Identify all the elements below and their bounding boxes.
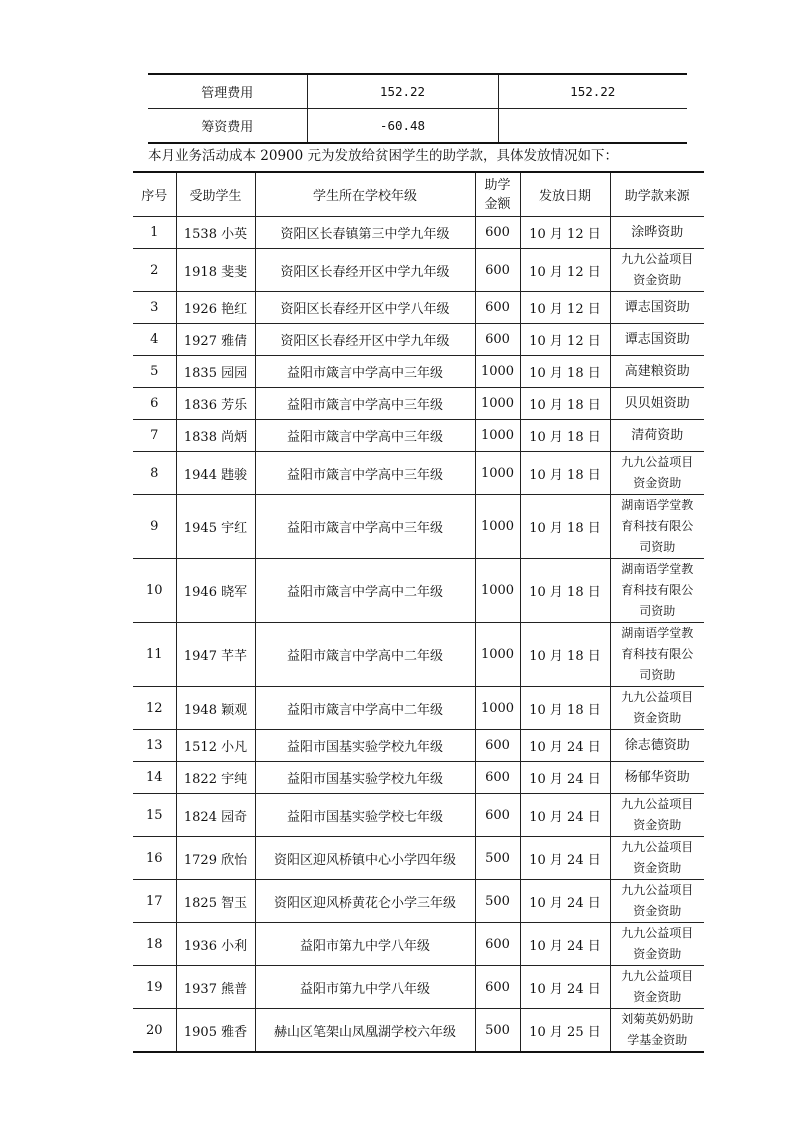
cell-student: 1538 小英 [176,217,255,249]
aid-table [133,171,704,1053]
cell-no: 4 [133,324,176,356]
fee-label: 管理费用 [148,74,307,109]
table-row [133,292,704,324]
cell-date: 10 月 24 日 [520,794,610,837]
cell-amount: 1000 [475,623,520,687]
cell-date: 10 月 24 日 [520,837,610,880]
cell-school: 资阳区长春经开区中学九年级 [255,324,475,356]
table-row [133,356,704,388]
cell-amount: 1000 [475,687,520,730]
table-row [133,249,704,292]
cell-date: 10 月 18 日 [520,559,610,623]
cell-student: 1948 颖观 [176,687,255,730]
cell-student: 1937 熊普 [176,966,255,1009]
cell-no: 16 [133,837,176,880]
cell-school: 资阳区长春经开区中学八年级 [255,292,475,324]
cell-no: 13 [133,730,176,762]
cell-source: 九九公益项目 资金资助 [610,249,704,292]
table-row [133,420,704,452]
table-row [133,923,704,966]
cell-date: 10 月 24 日 [520,880,610,923]
cell-no: 7 [133,420,176,452]
cell-date: 10 月 18 日 [520,495,610,559]
cell-student: 1927 雅倩 [176,324,255,356]
cell-school: 益阳市第九中学八年级 [255,923,475,966]
cell-school: 益阳市箴言中学高中三年级 [255,495,475,559]
cell-source: 湖南语学堂教 育科技有限公 司资助 [610,495,704,559]
cell-school: 益阳市箴言中学高中二年级 [255,687,475,730]
cell-date: 10 月 18 日 [520,452,610,495]
table-row [133,730,704,762]
table-row [133,452,704,495]
cell-no: 19 [133,966,176,1009]
cell-no: 14 [133,762,176,794]
cell-school: 益阳市箴言中学高中三年级 [255,388,475,420]
cell-source: 九九公益项目 资金资助 [610,880,704,923]
cell-source: 湖南语学堂教 育科技有限公 司资助 [610,623,704,687]
table-row [133,966,704,1009]
cell-student: 1905 雅香 [176,1009,255,1053]
table-row [133,837,704,880]
header-amount: 助学 金额 [475,172,520,217]
table-row [133,324,704,356]
cell-no: 9 [133,495,176,559]
cell-student: 1947 芊芊 [176,623,255,687]
cell-amount: 600 [475,966,520,1009]
cell-amount: 600 [475,249,520,292]
cell-date: 10 月 24 日 [520,762,610,794]
cell-school: 资阳区长春镇第三中学九年级 [255,217,475,249]
cell-date: 10 月 25 日 [520,1009,610,1053]
cell-source: 谭志国资助 [610,292,704,324]
fee-value-1: 152.22 [307,74,498,109]
cell-student: 1512 小凡 [176,730,255,762]
cell-source: 刘菊英奶奶助 学基金资助 [610,1009,704,1053]
cell-school: 赫山区笔架山凤凰湖学校六年级 [255,1009,475,1053]
cell-no: 10 [133,559,176,623]
cell-school: 益阳市国基实验学校九年级 [255,762,475,794]
fee-value-2 [498,109,687,144]
cell-amount: 500 [475,837,520,880]
cell-student: 1926 艳红 [176,292,255,324]
cell-amount: 1000 [475,559,520,623]
fee-value-1: -60.48 [307,109,498,144]
cell-date: 10 月 12 日 [520,249,610,292]
fee-row [148,74,687,109]
cell-student: 1836 芳乐 [176,388,255,420]
cell-school: 资阳区迎风桥镇中心小学四年级 [255,837,475,880]
cell-school: 资阳区长春经开区中学九年级 [255,249,475,292]
cell-school: 益阳市箴言中学高中三年级 [255,452,475,495]
table-header-row [133,172,704,217]
cell-student: 1918 斐斐 [176,249,255,292]
header-school: 学生所在学校年级 [255,172,475,217]
cell-school: 益阳市箴言中学高中三年级 [255,356,475,388]
fee-table [148,73,687,144]
cell-source: 九九公益项目 资金资助 [610,837,704,880]
cell-school: 益阳市箴言中学高中二年级 [255,559,475,623]
cell-no: 8 [133,452,176,495]
cell-amount: 600 [475,217,520,249]
cell-amount: 1000 [475,388,520,420]
cell-student: 1824 园奇 [176,794,255,837]
cell-date: 10 月 18 日 [520,388,610,420]
table-row [133,762,704,794]
cell-source: 九九公益项目 资金资助 [610,687,704,730]
cell-no: 3 [133,292,176,324]
header-no: 序号 [133,172,176,217]
cell-school: 益阳市箴言中学高中三年级 [255,420,475,452]
cell-amount: 600 [475,923,520,966]
cell-school: 益阳市国基实验学校九年级 [255,730,475,762]
cell-date: 10 月 24 日 [520,923,610,966]
cell-date: 10 月 12 日 [520,217,610,249]
table-row [133,495,704,559]
fee-row [148,109,687,144]
cell-student: 1729 欣怡 [176,837,255,880]
cell-student: 1946 晓军 [176,559,255,623]
cell-date: 10 月 18 日 [520,356,610,388]
cell-date: 10 月 12 日 [520,324,610,356]
cell-date: 10 月 24 日 [520,966,610,1009]
table-row [133,623,704,687]
cell-date: 10 月 18 日 [520,623,610,687]
cell-amount: 600 [475,324,520,356]
cell-amount: 1000 [475,420,520,452]
cell-amount: 1000 [475,356,520,388]
cell-student: 1835 园园 [176,356,255,388]
cell-no: 20 [133,1009,176,1053]
cell-source: 九九公益项目 资金资助 [610,966,704,1009]
cell-student: 1945 宇红 [176,495,255,559]
cell-amount: 500 [475,880,520,923]
table-row [133,217,704,249]
cell-source: 九九公益项目 资金资助 [610,923,704,966]
cell-school: 益阳市第九中学八年级 [255,966,475,1009]
cell-school: 益阳市箴言中学高中二年级 [255,623,475,687]
cell-amount: 600 [475,762,520,794]
cell-source: 九九公益项目 资金资助 [610,452,704,495]
cell-no: 5 [133,356,176,388]
cell-no: 11 [133,623,176,687]
fee-value-2: 152.22 [498,74,687,109]
table-row [133,794,704,837]
table-row [133,687,704,730]
cell-no: 12 [133,687,176,730]
cell-school: 益阳市国基实验学校七年级 [255,794,475,837]
cell-no: 17 [133,880,176,923]
cell-date: 10 月 18 日 [520,687,610,730]
cell-student: 1944 韪骏 [176,452,255,495]
cell-source: 贝贝姐资助 [610,388,704,420]
cell-source: 高建粮资助 [610,356,704,388]
cell-student: 1936 小利 [176,923,255,966]
cell-amount: 600 [475,794,520,837]
cell-source: 九九公益项目 资金资助 [610,794,704,837]
cell-date: 10 月 18 日 [520,420,610,452]
cell-source: 杨郁华资助 [610,762,704,794]
fee-label: 筹资费用 [148,109,307,144]
cell-source: 清荷资助 [610,420,704,452]
table-row [133,880,704,923]
header-student: 受助学生 [176,172,255,217]
cell-amount: 600 [475,292,520,324]
header-date: 发放日期 [520,172,610,217]
intro-text: 本月业务活动成本 20900 元为发放给贫困学生的助学款，具体发放情况如下： [148,148,619,164]
cell-no: 18 [133,923,176,966]
cell-amount: 1000 [475,495,520,559]
table-row [133,1009,704,1053]
table-row [133,559,704,623]
cell-date: 10 月 12 日 [520,292,610,324]
cell-student: 1822 宇纯 [176,762,255,794]
cell-source: 涂晔资助 [610,217,704,249]
cell-no: 1 [133,217,176,249]
cell-date: 10 月 24 日 [520,730,610,762]
cell-source: 湖南语学堂教 育科技有限公 司资助 [610,559,704,623]
cell-source: 谭志国资助 [610,324,704,356]
cell-no: 6 [133,388,176,420]
cell-source: 徐志德资助 [610,730,704,762]
cell-student: 1825 智玉 [176,880,255,923]
cell-school: 资阳区迎风桥黄花仑小学三年级 [255,880,475,923]
cell-no: 2 [133,249,176,292]
header-source: 助学款来源 [610,172,704,217]
cell-amount: 500 [475,1009,520,1053]
cell-amount: 1000 [475,452,520,495]
cell-no: 15 [133,794,176,837]
cell-amount: 600 [475,730,520,762]
table-row [133,388,704,420]
cell-student: 1838 尚炳 [176,420,255,452]
